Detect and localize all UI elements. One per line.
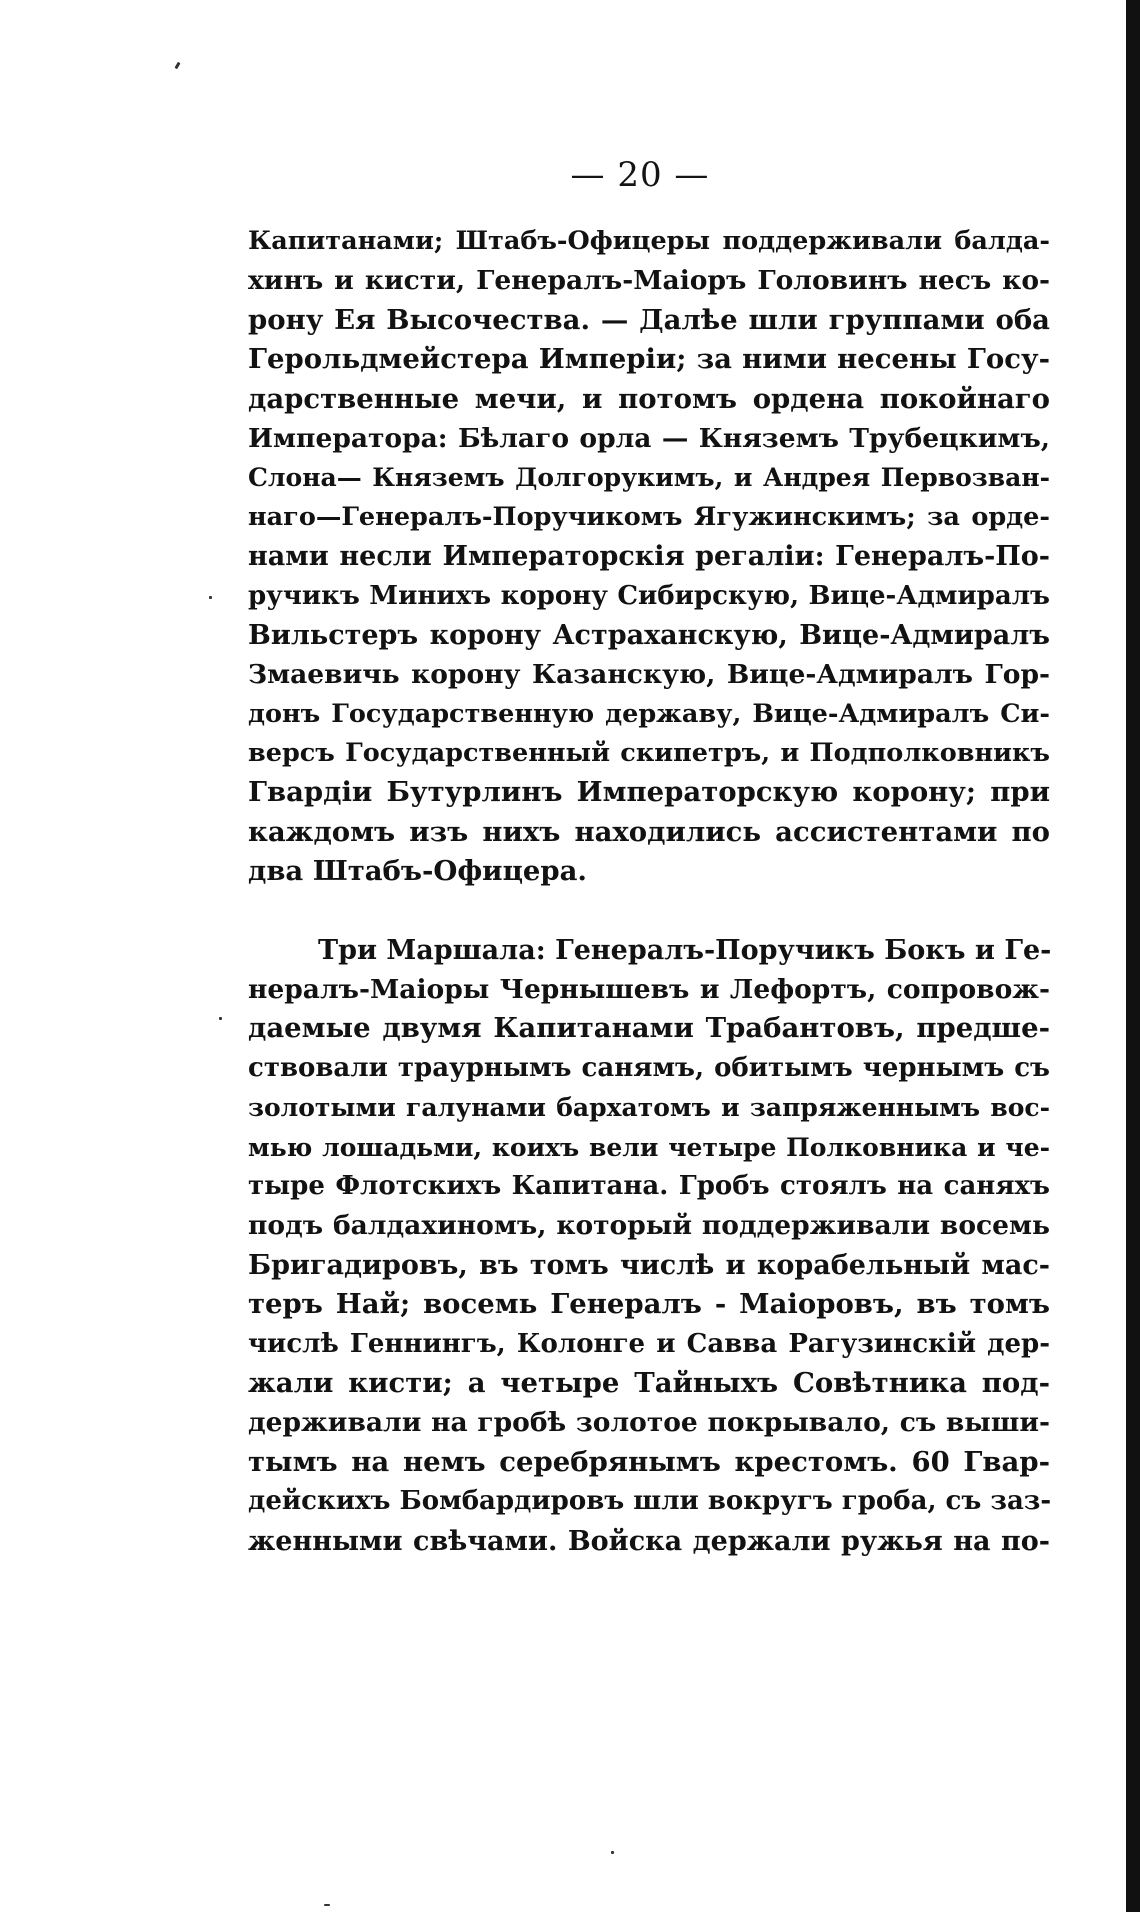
text-line: подъ балдахиномъ, который поддерживали восемь (248, 1210, 1050, 1242)
text-line: каждомъ изъ нихъ находились ассистентами по (248, 815, 1050, 848)
scan-speck (174, 62, 180, 70)
text-line: нералъ-Маіоры Чернышевъ и Лефортъ, сопровож- (248, 974, 1050, 1006)
text-line: Вильстеръ корону Астраханскую, Вице-Адмиралъ (248, 619, 1050, 651)
text-line: тыре Флотскихъ Капитана. Гробъ стоялъ на саняхъ (248, 1170, 1050, 1201)
paragraph-gap (248, 892, 1050, 931)
text-line: Три Маршала: Генералъ-Поручикъ Бокъ и Ге- (318, 934, 1052, 966)
text-line: мью лошадьми, коихъ вели четыре Полковника и че- (248, 1132, 1050, 1162)
text-line: ствовали траурнымъ санямъ, обитымъ чернымъ съ (248, 1052, 1050, 1083)
text-line: Капитанами; Штабъ-Офицеры поддерживали балда- (248, 226, 1050, 256)
paragraph-2 (248, 931, 1050, 1561)
paragraph-1 (248, 222, 1050, 892)
text-line: жали кисти; а четыре Тайныхъ Совѣтника под- (248, 1366, 1050, 1399)
text-line: женными свѣчами. Войска держали ружья на по- (248, 1525, 1050, 1557)
scan-speck (611, 1851, 614, 1854)
text-line: хинъ и кисти, Генералъ-Маіоръ Головинъ несъ ко- (248, 265, 1050, 297)
text-line: дарственные мечи, и потомъ ордена покойнаго (248, 382, 1050, 415)
scan-speck (209, 596, 212, 599)
text-line: Слона— Княземъ Долгорукимъ, и Андрея Первозван- (248, 463, 1050, 493)
text-line: тымъ на немъ серебрянымъ крестомъ. 60 Гвар- (248, 1445, 1050, 1478)
text-line: донъ Государственную державу, Вице-Адмиралъ Си- (248, 698, 1050, 729)
text-line: версъ Государственный скипетръ, и Подполковникъ (248, 738, 1050, 769)
page-edge-shadow (1126, 0, 1140, 1912)
page-number: — 20 — (570, 155, 710, 195)
text-line: даемые двумя Капитанами Трабантовъ, предше- (248, 1012, 1050, 1045)
text-line: Бригадировъ, въ томъ числѣ и корабельный мас- (248, 1249, 1050, 1281)
text-line: Герольдмейстера Имперіи; за ними несены Госу- (248, 343, 1050, 376)
text-line: рону Ея Высочества. — Далѣе шли группами оба (248, 303, 1050, 336)
scan-speck (324, 1904, 330, 1906)
text-line: числѣ Геннингъ, Колонге и Савва Рагузинскій дер- (248, 1328, 1050, 1359)
text-line: теръ Най; восемь Генералъ - Маіоровъ, въ томъ (248, 1288, 1050, 1321)
text-line: держивали на гробѣ золотое покрывало, съ выши- (248, 1407, 1050, 1439)
body-text (248, 222, 1050, 1561)
text-line: нами несли Императорскія регаліи: Генералъ-По- (248, 541, 1050, 573)
scan-speck (219, 1017, 222, 1020)
text-line: Императора: Бѣлаго орла — Княземъ Трубецкимъ, (248, 422, 1050, 454)
text-line: два Штабъ-Офицера. (248, 855, 587, 888)
text-line: наго—Генералъ-Поручикомъ Ягужинскимъ; за орде- (248, 501, 1050, 532)
text-line: Гвардіи Бутурлинъ Императорскую корону; при (248, 776, 1050, 809)
text-line: дейскихъ Бомбардировъ шли вокругъ гроба, съ заз- (248, 1486, 1052, 1517)
text-line: золотыми галунами бархатомъ и запряженнымъ вос- (248, 1093, 1050, 1123)
text-line: ручикъ Минихъ корону Сибирскую, Вице-Адмиралъ (248, 580, 1050, 611)
text-line: Змаевичь корону Казанскую, Вице-Адмиралъ Гор- (248, 659, 1050, 691)
